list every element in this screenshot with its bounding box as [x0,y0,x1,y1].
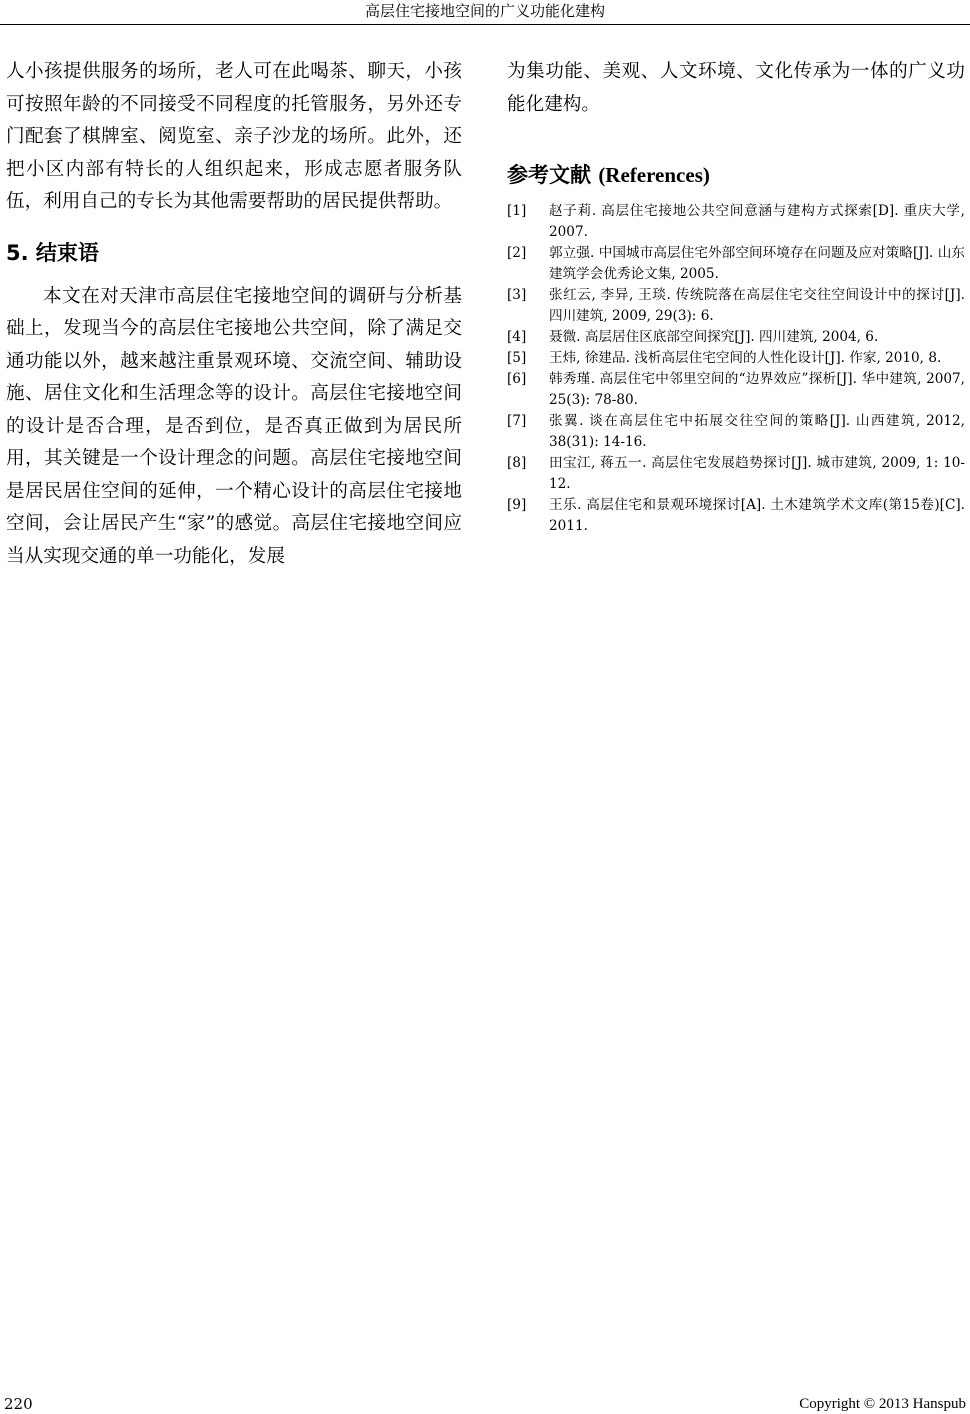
references-heading-cn: 参考文献 [507,163,591,187]
reference-item [507,411,965,453]
reference-text: 张翼. 谈在高层住宅中拓展交往空间的策略[J]. 山西建筑, 2012, 38(31): 14-16. [549,413,965,450]
left-column [6,56,462,573]
references-heading [507,159,965,191]
body-paragraph: 本文在对天津市高层住宅接地空间的调研与分析基础上，发现当今的高层住宅接地公共空间，除了满足交通功能以外，越来越注重景观环境、交流空间、辅助设施、居住文化和生活理念等的设计。高层住宅接地空间的设计是否合理，是否到位，是否真正做到为居民所用，其关键是一个设计理念的问题。高层住宅接地空间是居民居住空间的延伸，一个精心设计的高层住宅接地空间，会让居民产生“家”的感觉。高层住宅接地空间应当从实现交通的单一功能化，发展 [6,285,462,567]
copyright-notice: Copyright © 2013 Hanspub [799,1396,966,1412]
reference-number: [4] [507,329,527,345]
reference-number: [6] [507,371,527,387]
header-rule [0,24,970,25]
reference-number: [7] [507,413,527,429]
page-number: 220 [4,1395,33,1413]
running-header: 高层住宅接地空间的广义功能化建构 [364,2,605,20]
reference-item [507,453,965,495]
reference-number: [9] [507,497,527,513]
reference-text: 王炜, 徐建品. 浅析高层住宅空间的人性化设计[J]. 作家, 2010, 8. [549,350,942,366]
references-heading-en: (References) [598,163,710,187]
reference-text: 聂微. 高层居住区底部空间探究[J]. 四川建筑, 2004, 6. [549,329,879,345]
reference-text: 张红云, 李异, 王琰. 传统院落在高层住宅交往空间设计中的探讨[J]. 四川建筑, 2009, 29(3): 6. [549,287,965,324]
reference-text: 王乐. 高层住宅和景观环境探讨[A]. 土木建筑学术文库(第15卷)[C]. 2011. [549,497,965,534]
reference-text: 郭立强. 中国城市高层住宅外部空间环境存在问题及应对策略[J]. 山东建筑学会优秀论文集, 2005. [549,245,965,282]
reference-number: [2] [507,245,527,261]
reference-item [507,285,965,327]
reference-item [507,348,965,369]
reference-item [507,201,965,243]
reference-item [507,327,965,348]
reference-number: [3] [507,287,527,303]
reference-number: [8] [507,455,527,471]
body-paragraph: 人小孩提供服务的场所，老人可在此喝茶、聊天，小孩可按照年龄的不同接受不同程度的托管服务，另外还专门配套了棋牌室、阅览室、亲子沙龙的场所。此外，还把小区内部有特长的人组织起来，形成志愿者服务队伍，利用自己的专长为其他需要帮助的居民提供帮助。 [6,61,462,212]
reference-text: 韩秀瑾. 高层住宅中邻里空间的“边界效应”探析[J]. 华中建筑, 2007, 25(3): 78-80. [549,371,965,408]
body-paragraph: 为集功能、美观、人文环境、文化传承为一体的广义功能化建构。 [507,61,965,115]
reference-item [507,369,965,411]
reference-number: [5] [507,350,527,366]
reference-list [507,201,965,537]
reference-text: 赵子莉. 高层住宅接地公共空间意涵与建构方式探索[D]. 重庆大学, 2007. [549,203,965,240]
section-heading: 5. 结束语 [6,240,99,265]
reference-item [507,243,965,285]
reference-item [507,495,965,537]
reference-number: [1] [507,203,527,219]
right-column [507,56,965,537]
reference-text: 田宝江, 蒋五一. 高层住宅发展趋势探讨[J]. 城市建筑, 2009, 1: 10-12. [549,455,965,492]
